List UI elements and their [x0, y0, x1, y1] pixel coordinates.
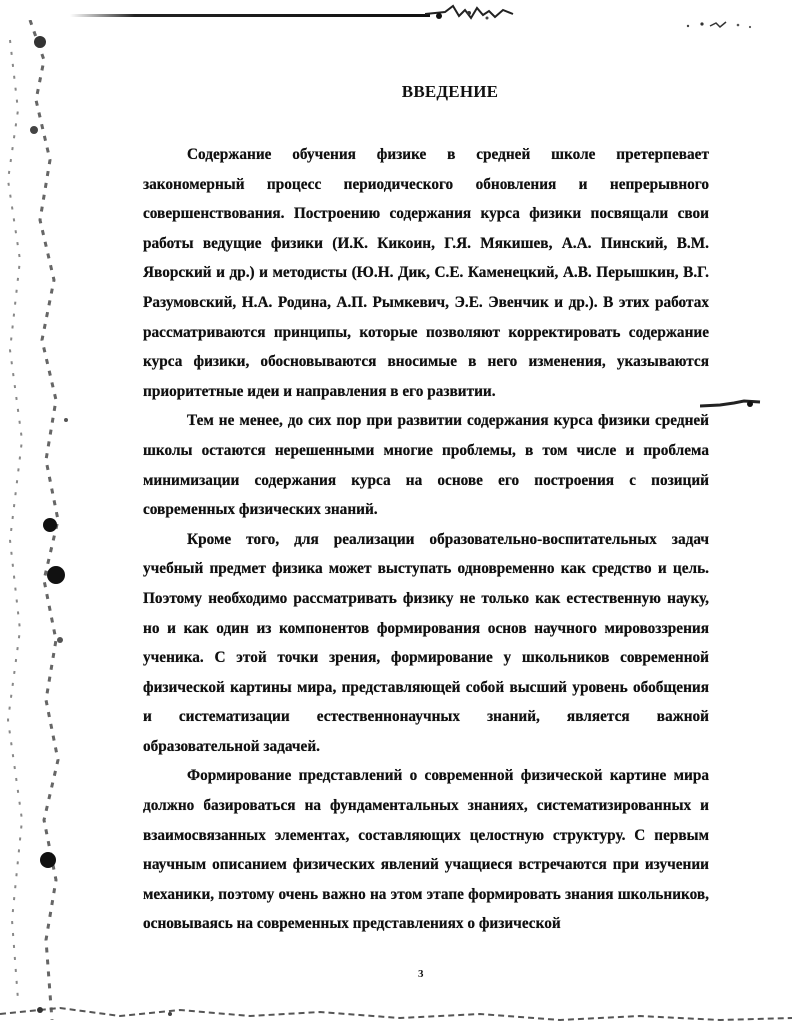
paragraph: Тем не менее, до сих пор при развитии содержания курса физики средней школы остаются нерешенными многие проблемы, в том числе и проблема минимизации содержания курса на основе его построения с позиций современных физических знаний.: [143, 412, 709, 519]
paragraph: Кроме того, для реализации образовательно-воспитательных задач учебный предмет физика может выступать одновременно как средство и цель. Поэтому необходимо рассматривать физику не только как естественную науку, но и как один из компонентов формирования основ научного мировоззрения ученика. С этой точки зрения, формирование у школьников современной физической картины мира, представляющей собой высший уровень обобщения и систематизации естественнонаучных знаний, является важной образовательной задачей.: [143, 530, 709, 755]
scan-artifact-left-edge: [0, 20, 80, 1020]
scan-artifact-right-mark: [700, 396, 762, 412]
page-number: 3: [418, 968, 424, 980]
scan-artifact-top-blob: [425, 4, 515, 22]
document-body: [143, 140, 709, 939]
scan-artifact-top-line: [70, 14, 430, 17]
scan-artifact-top-right: [680, 14, 760, 34]
document-title: ВВЕДЕНИЕ: [401, 82, 499, 101]
paragraph: Содержание обучения физике в средней школе претерпевает закономерный процесс периодического обновления и непрерывного совершенствования. Построению содержания курса физики посвящали свои работы ведущие физики (И.К. Кикоин, Г.Я. Мякишев, А.А. Пинский, В.М. Яворский и др.) и методисты (Ю.Н. Дик, С.Е. Каменецкий, А.В. Перышкин, В.Г. Разумовский, Н.А. Родина, А.П. Рымкевич, Э.Е. Эвенчик и др.). В этих работах рассматриваются принципы, которые позволяют корректировать содержание курса физики, обосновываются вносимые в него изменения, указываются приоритетные идеи и направления в его развитии.: [143, 146, 709, 400]
paragraph: Формирование представлений о современной физической картине мира должно базироваться на фундаментальных знаниях, систематизированных и взаимосвязанных элементах, составляющих целостную структуру. С первым научным описанием физических явлений учащиеся встречаются при изучении механики, поэтому очень важно на этом этапе формировать знания школьников, основываясь на современных представлениях о физической: [143, 767, 709, 933]
scan-artifact-bottom-edge: [0, 996, 792, 1024]
